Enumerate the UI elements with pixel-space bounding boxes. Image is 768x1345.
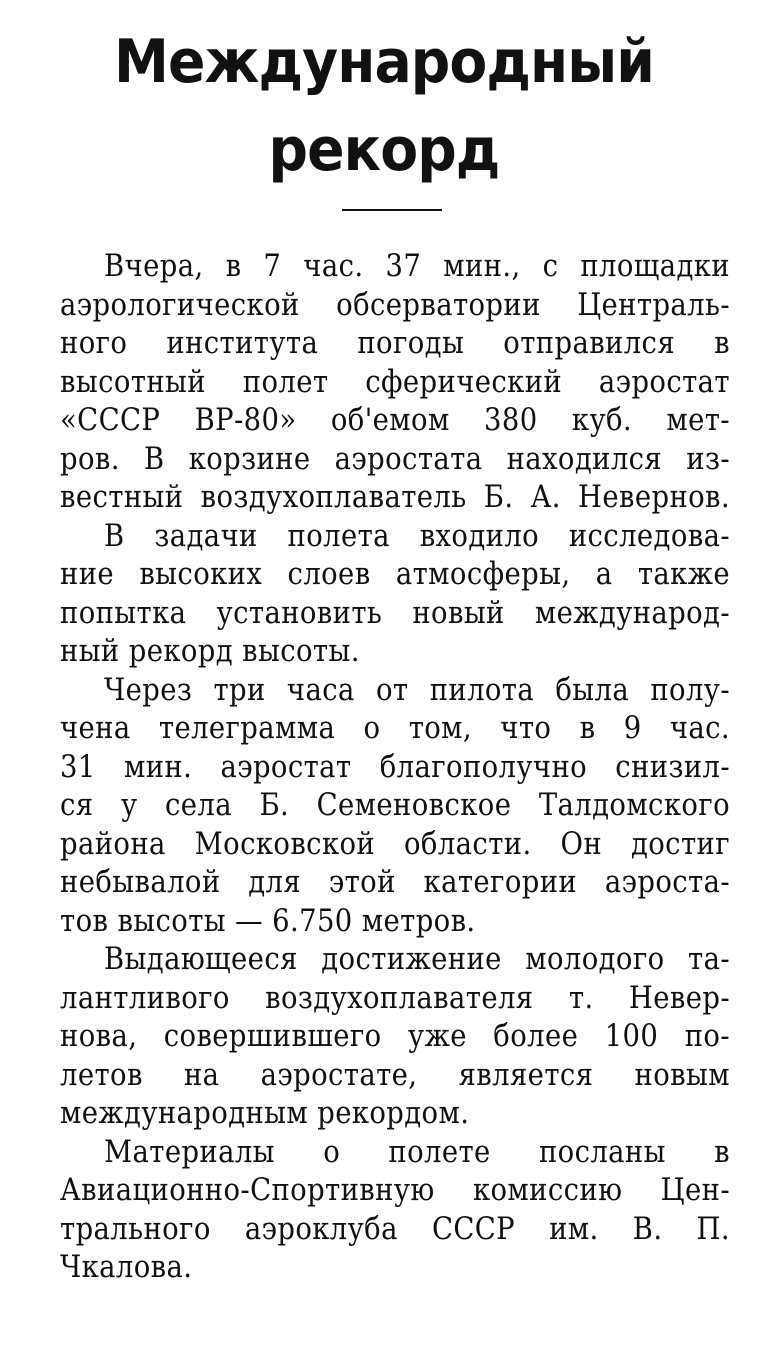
text-line: вестный воздухоплаватель Б. А. Невернов.: [60, 480, 730, 515]
paragraph-4: [60, 941, 730, 1134]
paragraph-1: [60, 248, 730, 518]
text-line: ров. В корзине аэростата находился из-: [60, 441, 730, 477]
text-line: аэрологической обсерватории Централь-: [60, 287, 730, 323]
paragraph-2: [60, 518, 730, 672]
text-line: «СССР ВР-80» об'емом 380 куб. мет-: [60, 403, 730, 438]
text-line: лантливого воздухоплавателя т. Невер-: [60, 980, 730, 1016]
paragraph-5: [60, 1134, 730, 1288]
text-line: ного института погоды отправился в: [60, 326, 730, 361]
paragraph-3: [60, 672, 730, 942]
text-line: международным рекордом.: [60, 1096, 470, 1131]
text-line: высотный полет сферический аэростат: [60, 364, 730, 400]
text-line: В задачи полета входило исследова-: [104, 518, 730, 554]
text-line: трального аэроклуба СССР им. В. П.: [60, 1211, 730, 1247]
text-line: 31 мин. аэростат благополучно снизил-: [60, 749, 730, 785]
text-line: ние высоких слоев атмосферы, а также: [60, 557, 730, 592]
text-line: небывалой для этой категории аэроста-: [60, 865, 730, 900]
text-line: чена телеграмма о том, что в 9 час.: [60, 711, 730, 746]
text-line: ный рекорд высоты.: [60, 634, 360, 669]
text-line: Выдающееся достижение молодого та-: [104, 942, 730, 977]
text-line: тов высоты — 6.750 метров.: [60, 903, 476, 939]
text-line: Чкалова.: [60, 1250, 193, 1285]
text-line: летов на аэростате, является новым: [60, 1057, 730, 1093]
text-line: Авиационно-Спортивную комиссию Цен-: [60, 1173, 730, 1208]
text-line: нова, совершившего уже более 100 по-: [60, 1019, 730, 1054]
text-line: Материалы о полете посланы в: [104, 1134, 730, 1170]
text-line: района Московской области. Он достиг: [60, 826, 730, 862]
text-line: Вчера, в 7 час. 37 мин., с площадки: [104, 249, 730, 284]
headline-line-1: Международный: [113, 27, 655, 97]
text-line: Через три часа от пилота была полу-: [104, 672, 730, 708]
text-line: ся у села Б. Семеновское Талдомского: [60, 788, 730, 823]
article-body: [60, 248, 730, 1288]
headline-line-2: рекорд: [268, 115, 500, 185]
text-line: попытка установить новый международ-: [60, 595, 730, 631]
title-divider: [342, 209, 442, 211]
